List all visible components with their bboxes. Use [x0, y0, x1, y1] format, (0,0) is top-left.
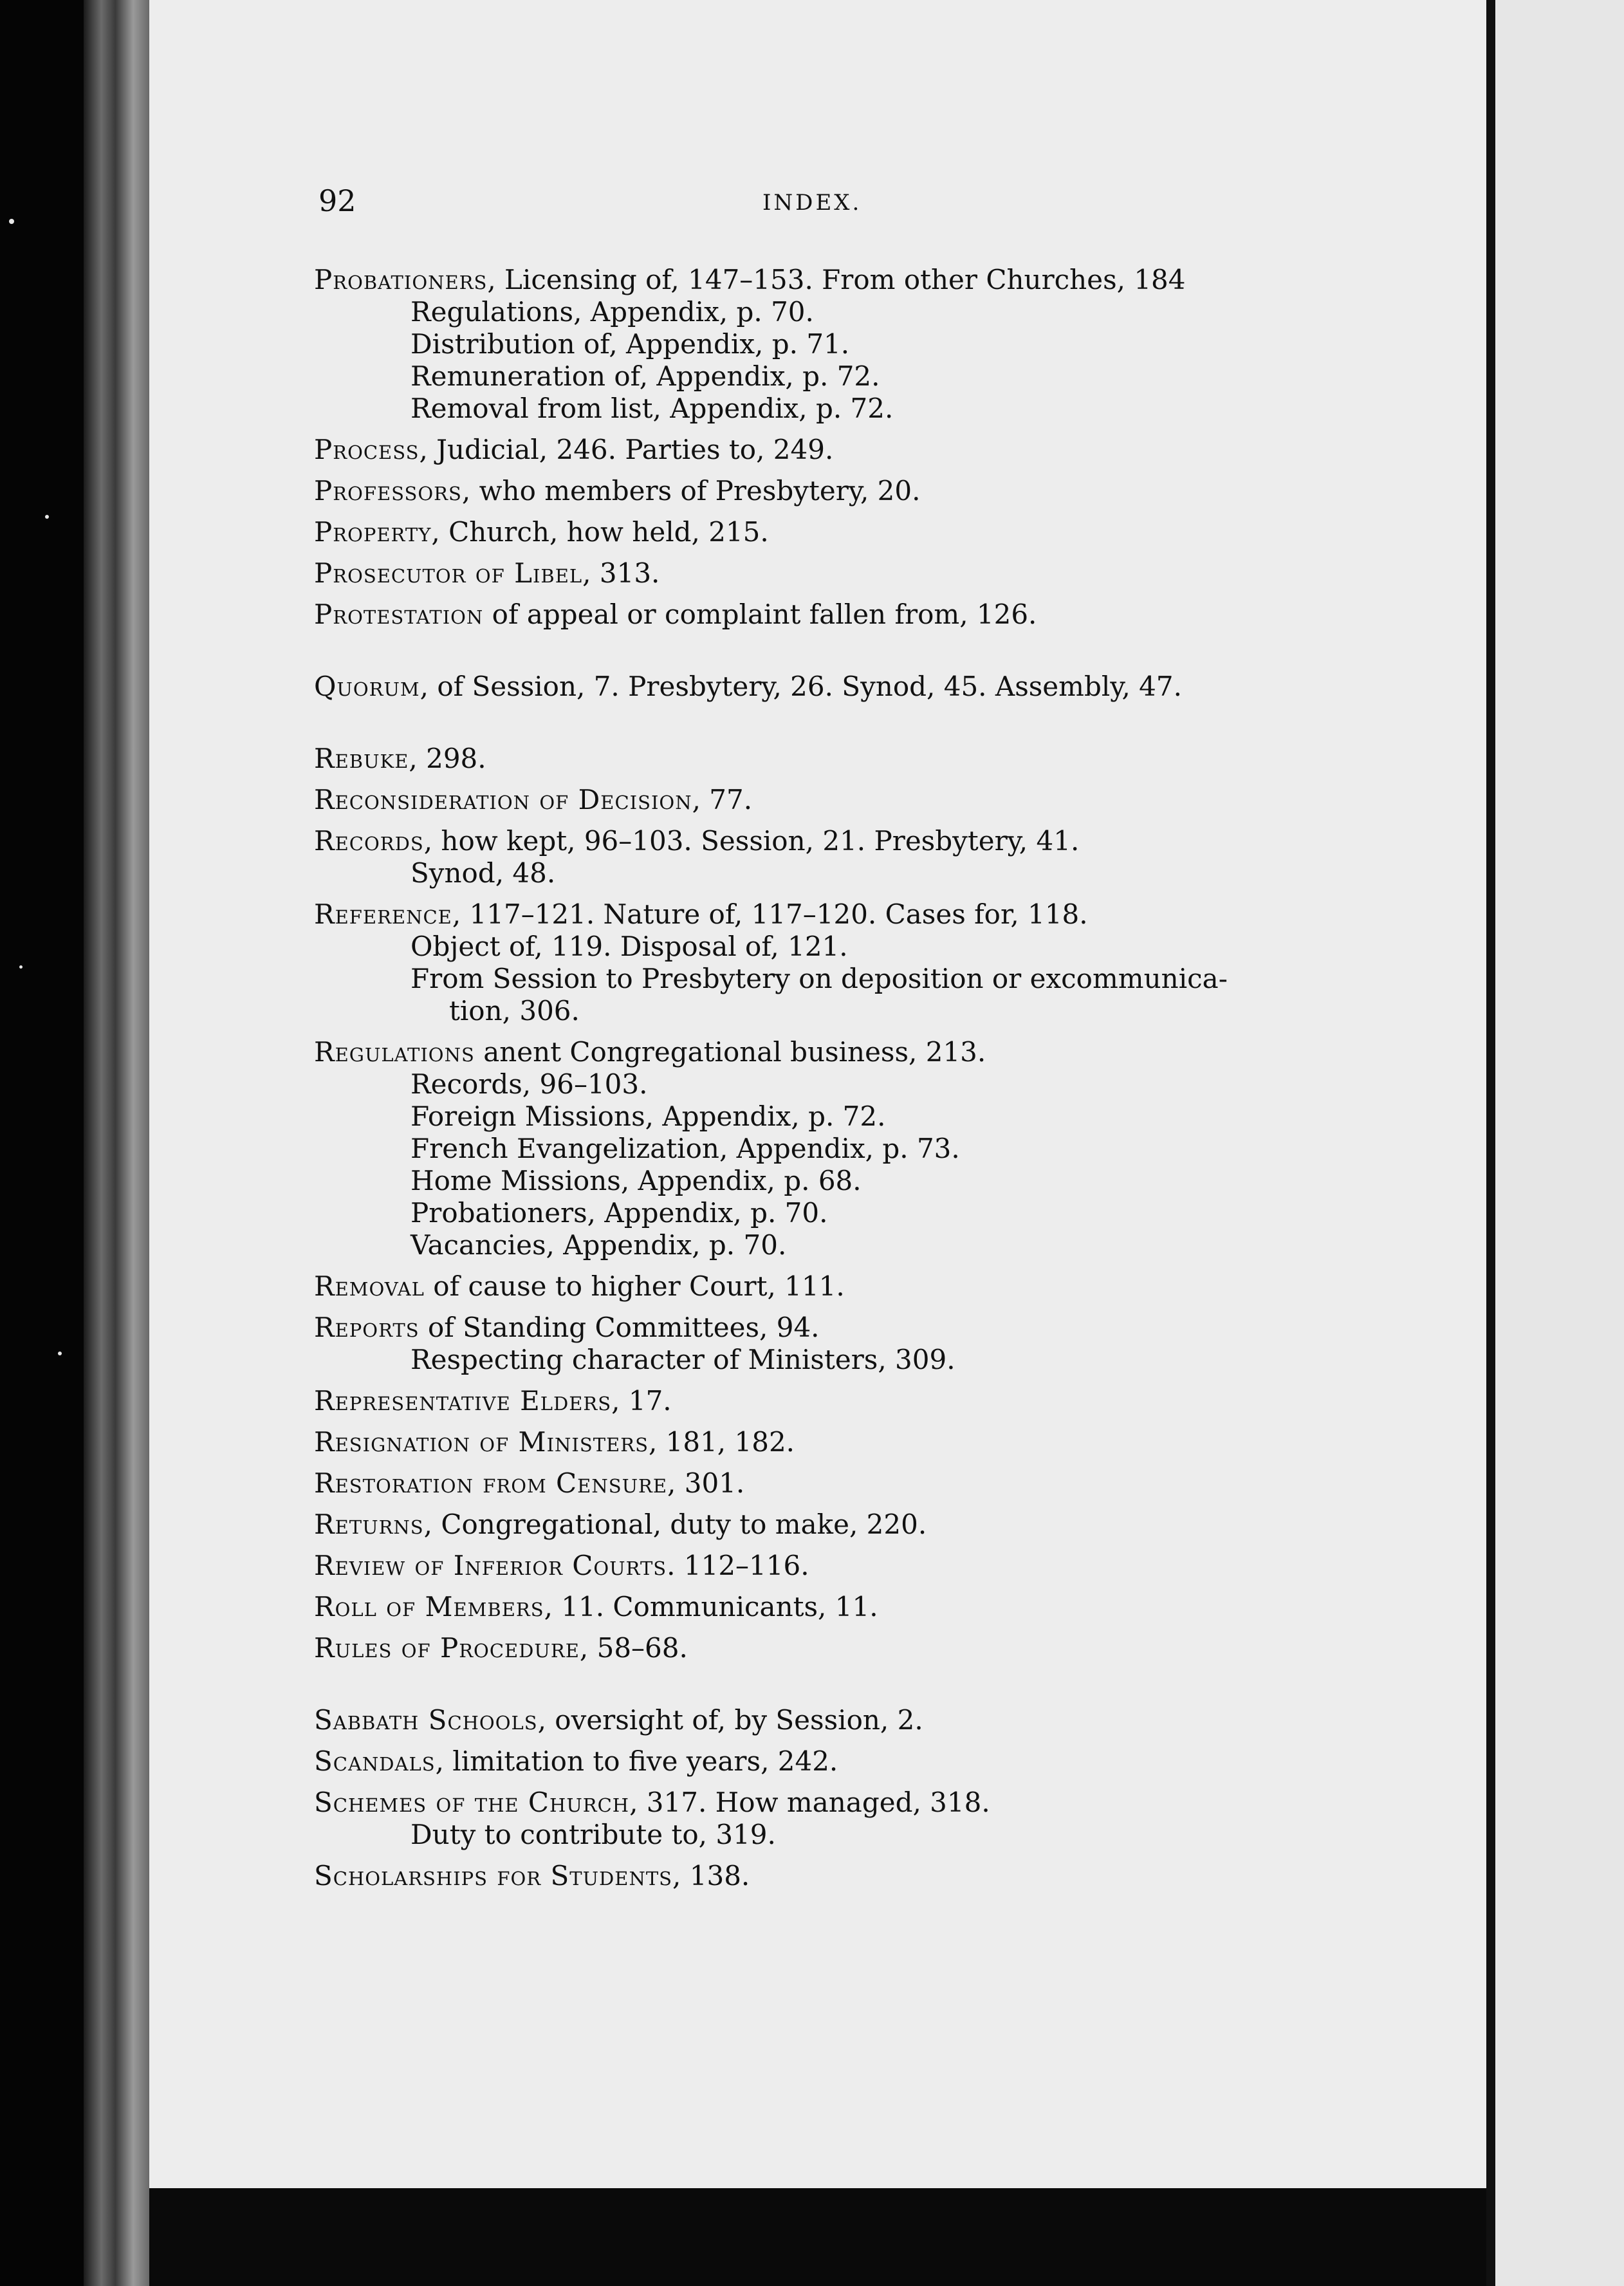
- index-entry-line: [314, 1704, 1331, 1736]
- index-heading: Resignation of Ministers: [314, 1426, 649, 1458]
- index-entry-text: , 317. How managed, 318.: [629, 1787, 990, 1818]
- index-subentry: Duty to contribute to, 319.: [411, 1819, 776, 1850]
- index-subentry: Respecting character of Ministers, 309.: [411, 1344, 955, 1375]
- index-entry-line: [314, 557, 1331, 590]
- index-entry-line: [314, 1745, 1331, 1778]
- index-entry: [314, 599, 1331, 631]
- index-subentry: Removal from list, Appendix, p. 72.: [411, 393, 894, 424]
- index-subentry: French Evangelization, Appendix, p. 73.: [411, 1133, 960, 1164]
- index-entry: [314, 516, 1331, 548]
- index-entry: [314, 1591, 1331, 1623]
- index-entry-line: [314, 1787, 1331, 1819]
- index-subentry: Object of, 119. Disposal of, 121.: [411, 931, 848, 962]
- index-entry-line: [314, 475, 1331, 507]
- index-entry: [314, 1745, 1331, 1778]
- index-subentry: Records, 96–103.: [411, 1068, 648, 1100]
- index-entry-text: , 17.: [611, 1385, 672, 1417]
- scan-speck: [19, 965, 23, 969]
- index-entry-line: [314, 743, 1331, 775]
- index-heading: Scandals: [314, 1745, 436, 1777]
- index-entry: [314, 264, 1331, 425]
- index-entry-text: of Standing Committees, 94.: [419, 1312, 820, 1343]
- index-subentry: Vacancies, Appendix, p. 70.: [411, 1229, 787, 1261]
- page-bottom-shadow: [149, 2188, 1486, 2286]
- index-heading: Roll of Members: [314, 1591, 544, 1622]
- index-entry-line: [314, 1632, 1331, 1664]
- index-heading: Restoration from Censure: [314, 1467, 668, 1499]
- index-entry-text: , how kept, 96–103. Session, 21. Presbytery, 41.: [423, 825, 1080, 857]
- index-entry-text: , 77.: [692, 784, 753, 815]
- adjacent-page-edge: [1495, 0, 1624, 2286]
- page-gutter: [1486, 0, 1495, 2286]
- index-heading: Protestation: [314, 599, 484, 630]
- index-heading: Returns: [314, 1509, 424, 1540]
- index-entry: [314, 1550, 1331, 1582]
- index-entry: [314, 1860, 1331, 1892]
- index-entry: [314, 1385, 1331, 1417]
- index-entry-line: [314, 1385, 1331, 1417]
- index-entry-text: , 298.: [409, 743, 486, 774]
- index-entry: [314, 1632, 1331, 1664]
- index-subentry: Distribution of, Appendix, p. 71.: [411, 328, 850, 360]
- index-entry-text: anent Congregational business, 213.: [474, 1036, 986, 1068]
- index-entry-line: [314, 516, 1331, 548]
- index-entry-line: [314, 784, 1331, 816]
- page-header: [318, 183, 1322, 222]
- index-entry: [314, 557, 1331, 590]
- index-entry: [314, 784, 1331, 816]
- index-heading: Rules of Procedure: [314, 1632, 580, 1664]
- index-entry-line: [314, 898, 1331, 931]
- scan-speck: [58, 1352, 62, 1355]
- index-entry-line: [314, 1426, 1331, 1458]
- index-heading: Reference: [314, 898, 452, 930]
- index-entry-text: , 138.: [672, 1860, 750, 1891]
- index-heading: Records: [314, 825, 424, 857]
- index-entry-text: , who members of Presbytery, 20.: [461, 475, 921, 506]
- scan-speck: [9, 219, 14, 224]
- index-heading: Property: [314, 516, 432, 548]
- index-entry-text: of appeal or complaint fallen from, 126.: [483, 599, 1037, 630]
- index-heading: Probationers: [314, 264, 488, 295]
- index-entry-text: of cause to higher Court, 111.: [424, 1270, 845, 1302]
- index-entry-line: [314, 599, 1331, 631]
- index-heading: Sabbath Schools: [314, 1704, 538, 1736]
- index-entry: [314, 825, 1331, 889]
- index-entry: [314, 1509, 1331, 1541]
- index-heading: Review of Inferior Courts: [314, 1550, 667, 1581]
- index-entry-line: [314, 1550, 1331, 1582]
- index-entry-text: , 11. Communicants, 11.: [544, 1591, 878, 1622]
- index-entry-text: , oversight of, by Session, 2.: [537, 1704, 923, 1736]
- index-entry: [314, 475, 1331, 507]
- index-subentry: From Session to Presbytery on deposition or excommunica-: [411, 963, 1228, 994]
- index-entry-line: [314, 1591, 1331, 1623]
- index-subentry: Remuneration of, Appendix, p. 72.: [411, 360, 880, 392]
- index-entry-line: [314, 671, 1331, 703]
- index-entry-line: [314, 1860, 1331, 1892]
- index-heading: Quorum: [314, 671, 420, 702]
- index-subentry-continuation: tion, 306.: [449, 995, 580, 1027]
- index-entry-line: [314, 434, 1331, 466]
- index-entry: [314, 898, 1331, 1027]
- index-entry-text: , 181, 182.: [648, 1426, 795, 1458]
- index-heading: Rebuke: [314, 743, 409, 774]
- index-heading: Regulations: [314, 1036, 475, 1068]
- index-heading: Professors: [314, 475, 462, 506]
- index-entry: [314, 743, 1331, 775]
- index-heading: Schemes of the Church: [314, 1787, 630, 1818]
- page-number: 92: [318, 183, 356, 218]
- index-entry-line: [314, 1270, 1331, 1303]
- index-entry-line: [314, 1036, 1331, 1068]
- index-entry: [314, 1467, 1331, 1500]
- book-binding-edge: [84, 0, 154, 2286]
- scan-speck: [45, 515, 49, 519]
- index-subentry: Synod, 48.: [411, 857, 556, 889]
- running-head: INDEX.: [762, 190, 862, 216]
- index-subentry: Regulations, Appendix, p. 70.: [411, 296, 814, 328]
- index-entry-line: [314, 1312, 1331, 1344]
- index-entry-text: , Judicial, 246. Parties to, 249.: [419, 434, 834, 465]
- index-entry-text: , of Session, 7. Presbytery, 26. Synod, 45. Assembly, 47.: [420, 671, 1182, 702]
- index-entry-text: , 301.: [667, 1467, 745, 1499]
- index-heading: Reports: [314, 1312, 420, 1343]
- index-entry: [314, 1704, 1331, 1736]
- index-entry-text: , 58–68.: [579, 1632, 688, 1664]
- index-entry: [314, 1036, 1331, 1261]
- index-entry: [314, 671, 1331, 703]
- index-heading: Process: [314, 434, 420, 465]
- index-subentry: Probationers, Appendix, p. 70.: [411, 1197, 828, 1229]
- index-entry-text: , Licensing of, 147–153. From other Churches, 184: [487, 264, 1186, 295]
- index-heading: Representative Elders: [314, 1385, 612, 1417]
- index-entry-text: , Church, how held, 215.: [431, 516, 769, 548]
- index-subentry: Home Missions, Appendix, p. 68.: [411, 1165, 862, 1196]
- index-entry-line: [314, 825, 1331, 857]
- index-heading: Prosecutor of Libel: [314, 557, 583, 589]
- index-heading: Removal: [314, 1270, 425, 1302]
- index-heading: Scholarships for Students: [314, 1860, 673, 1891]
- index-entry-line: [314, 1467, 1331, 1500]
- index-entry-text: . 112–116.: [667, 1550, 809, 1581]
- index-entry: [314, 434, 1331, 466]
- index-entry-line: [314, 1509, 1331, 1541]
- index-entry: [314, 1787, 1331, 1851]
- index-heading: Reconsideration of Decision: [314, 784, 692, 815]
- index-entry-text: , 313.: [582, 557, 660, 589]
- index-entry-text: , 117–121. Nature of, 117–120. Cases for, 118.: [452, 898, 1088, 930]
- index-list: [314, 264, 1331, 1901]
- index-entry: [314, 1426, 1331, 1458]
- index-entry: [314, 1270, 1331, 1303]
- index-entry-text: , limitation to five years, 242.: [435, 1745, 838, 1777]
- index-entry-line: [314, 264, 1331, 296]
- index-entry-text: , Congregational, duty to make, 220.: [423, 1509, 927, 1540]
- index-entry: [314, 1312, 1331, 1376]
- index-subentry: Foreign Missions, Appendix, p. 72.: [411, 1101, 886, 1132]
